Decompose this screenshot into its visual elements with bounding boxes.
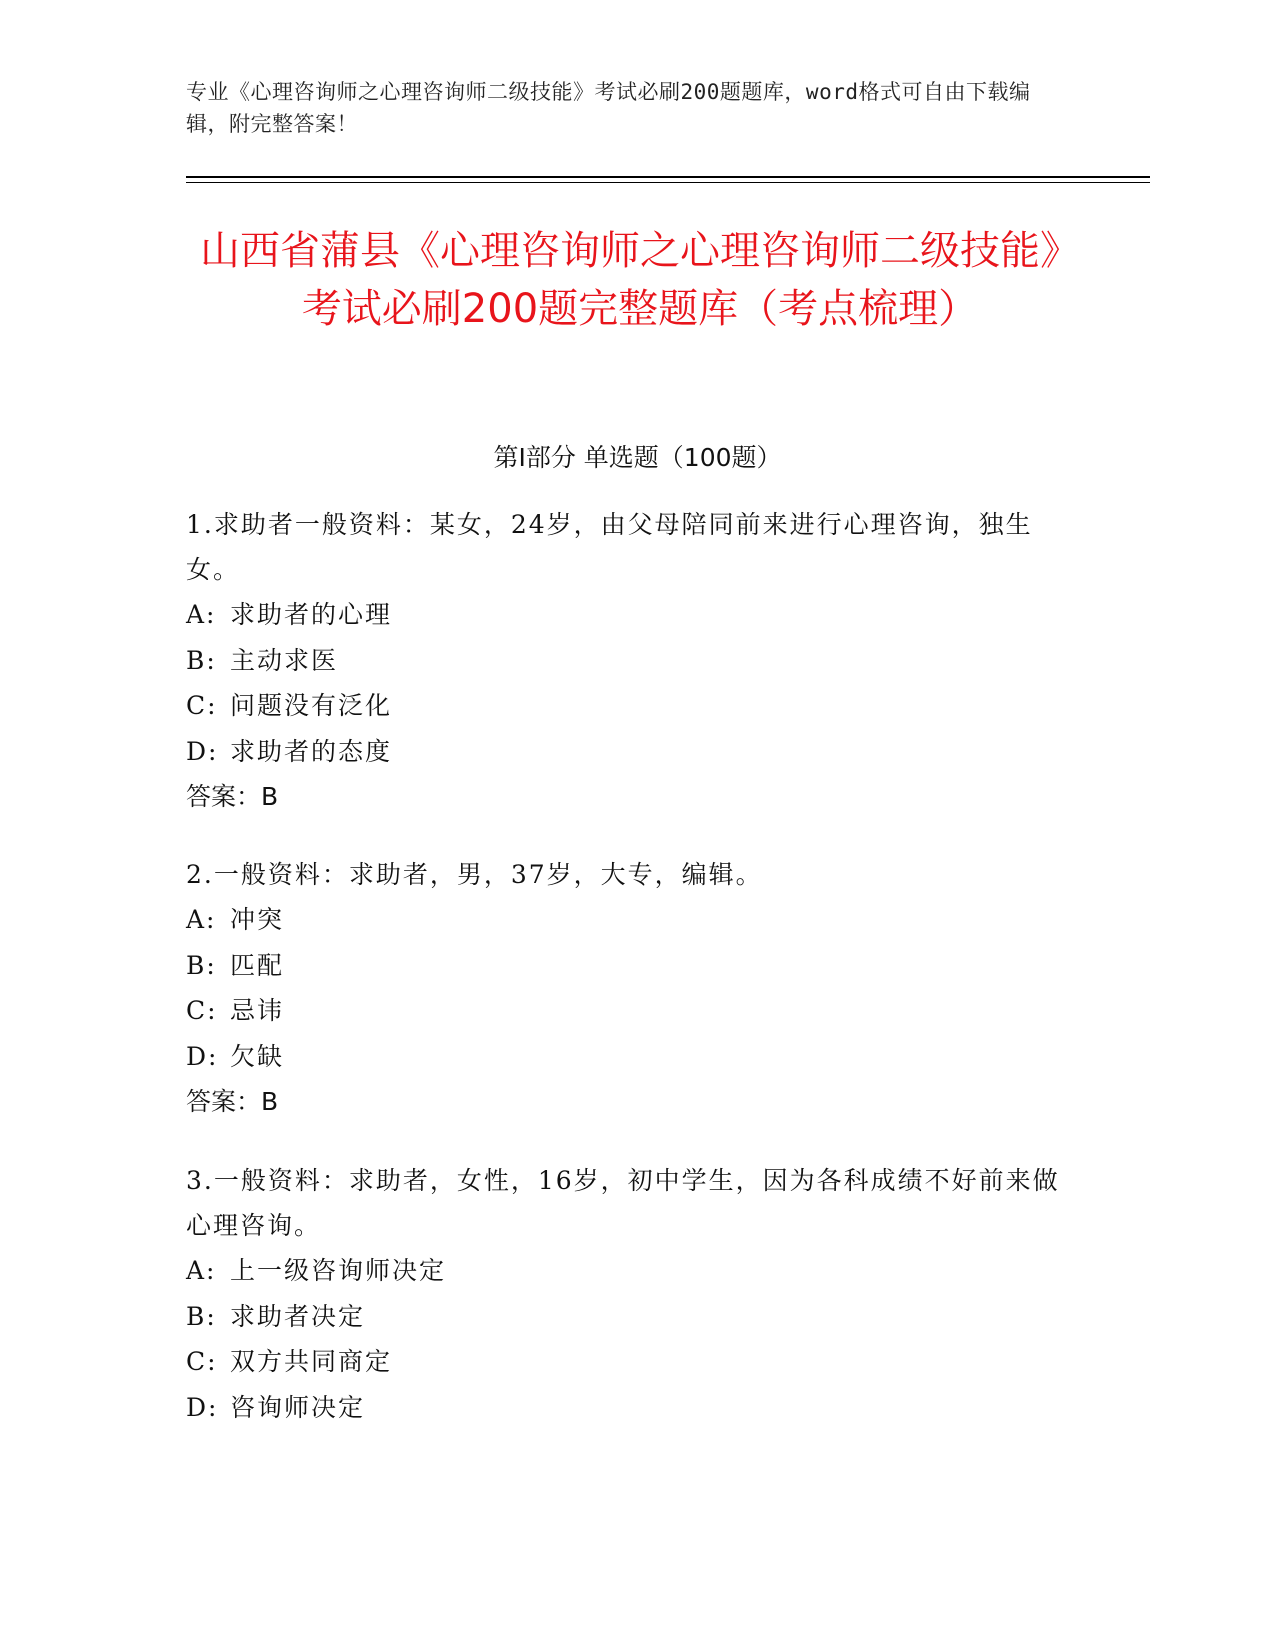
header-rule-thick — [186, 176, 1150, 178]
option-letter: C: — [186, 1347, 218, 1376]
option-letter: D: — [186, 736, 219, 766]
option-letter: A: — [186, 1256, 217, 1285]
option-text: 欠缺 — [230, 1041, 285, 1071]
question-text: 2.一般资料：求助者，男，37岁，大专，编辑。 — [186, 860, 763, 889]
option-letter: B: — [186, 645, 217, 675]
header-note: 专业《心理咨询师之心理咨询师二级技能》考试必刷200题题库，word格式可自由下载编辑，附完整答案！ — [186, 80, 1031, 136]
option-text: 冲突 — [230, 905, 285, 934]
option-text: 问题没有泛化 — [230, 691, 393, 720]
answer: 答案：B — [186, 782, 279, 811]
option-b — [186, 943, 1066, 989]
option-text: 主动求医 — [230, 645, 339, 675]
option-d — [186, 1034, 1066, 1080]
question-text: 3.一般资料：求助者，女性，16岁，初中学生，因为各科成绩不好前来做心理咨询。 — [186, 1166, 1060, 1240]
option-c — [186, 988, 1066, 1034]
option-text: 咨询师决定 — [230, 1392, 366, 1422]
option-text: 求助者的态度 — [230, 736, 393, 766]
option-text: 求助者决定 — [230, 1301, 366, 1331]
document-title: 山西省蒲县《心理咨询师之心理咨询师二级技能》考试必刷200题完整题库（考点梳理） — [200, 228, 1080, 332]
question-1 — [186, 502, 1066, 819]
option-a — [186, 897, 1066, 943]
option-letter: A: — [186, 905, 217, 934]
option-text: 求助者的心理 — [230, 600, 393, 629]
option-letter: C: — [186, 996, 218, 1025]
option-letter: A: — [186, 600, 217, 629]
option-text: 上一级咨询师决定 — [230, 1256, 447, 1285]
option-c — [186, 1339, 1066, 1385]
option-b — [186, 638, 1066, 684]
section-heading: 第I部分 单选题（100题） — [493, 443, 782, 472]
option-text: 匹配 — [230, 950, 285, 980]
answer: 答案：B — [186, 1087, 279, 1116]
option-c — [186, 683, 1066, 729]
option-d — [186, 729, 1066, 775]
option-d — [186, 1385, 1066, 1431]
option-text: 忌讳 — [230, 996, 285, 1025]
option-letter: B: — [186, 1301, 217, 1331]
option-letter: B: — [186, 950, 217, 980]
question-3 — [186, 1158, 1066, 1430]
option-text: 双方共同商定 — [230, 1347, 393, 1376]
question-2 — [186, 852, 1066, 1124]
option-a — [186, 1248, 1066, 1294]
header-rule-thin — [186, 182, 1150, 183]
option-a — [186, 592, 1066, 638]
option-letter: D: — [186, 1392, 219, 1422]
option-letter: C: — [186, 691, 218, 720]
question-text: 1.求助者一般资料：某女，24岁，由父母陪同前来进行心理咨询，独生女。 — [186, 510, 1033, 584]
option-b — [186, 1294, 1066, 1340]
option-letter: D: — [186, 1041, 219, 1071]
